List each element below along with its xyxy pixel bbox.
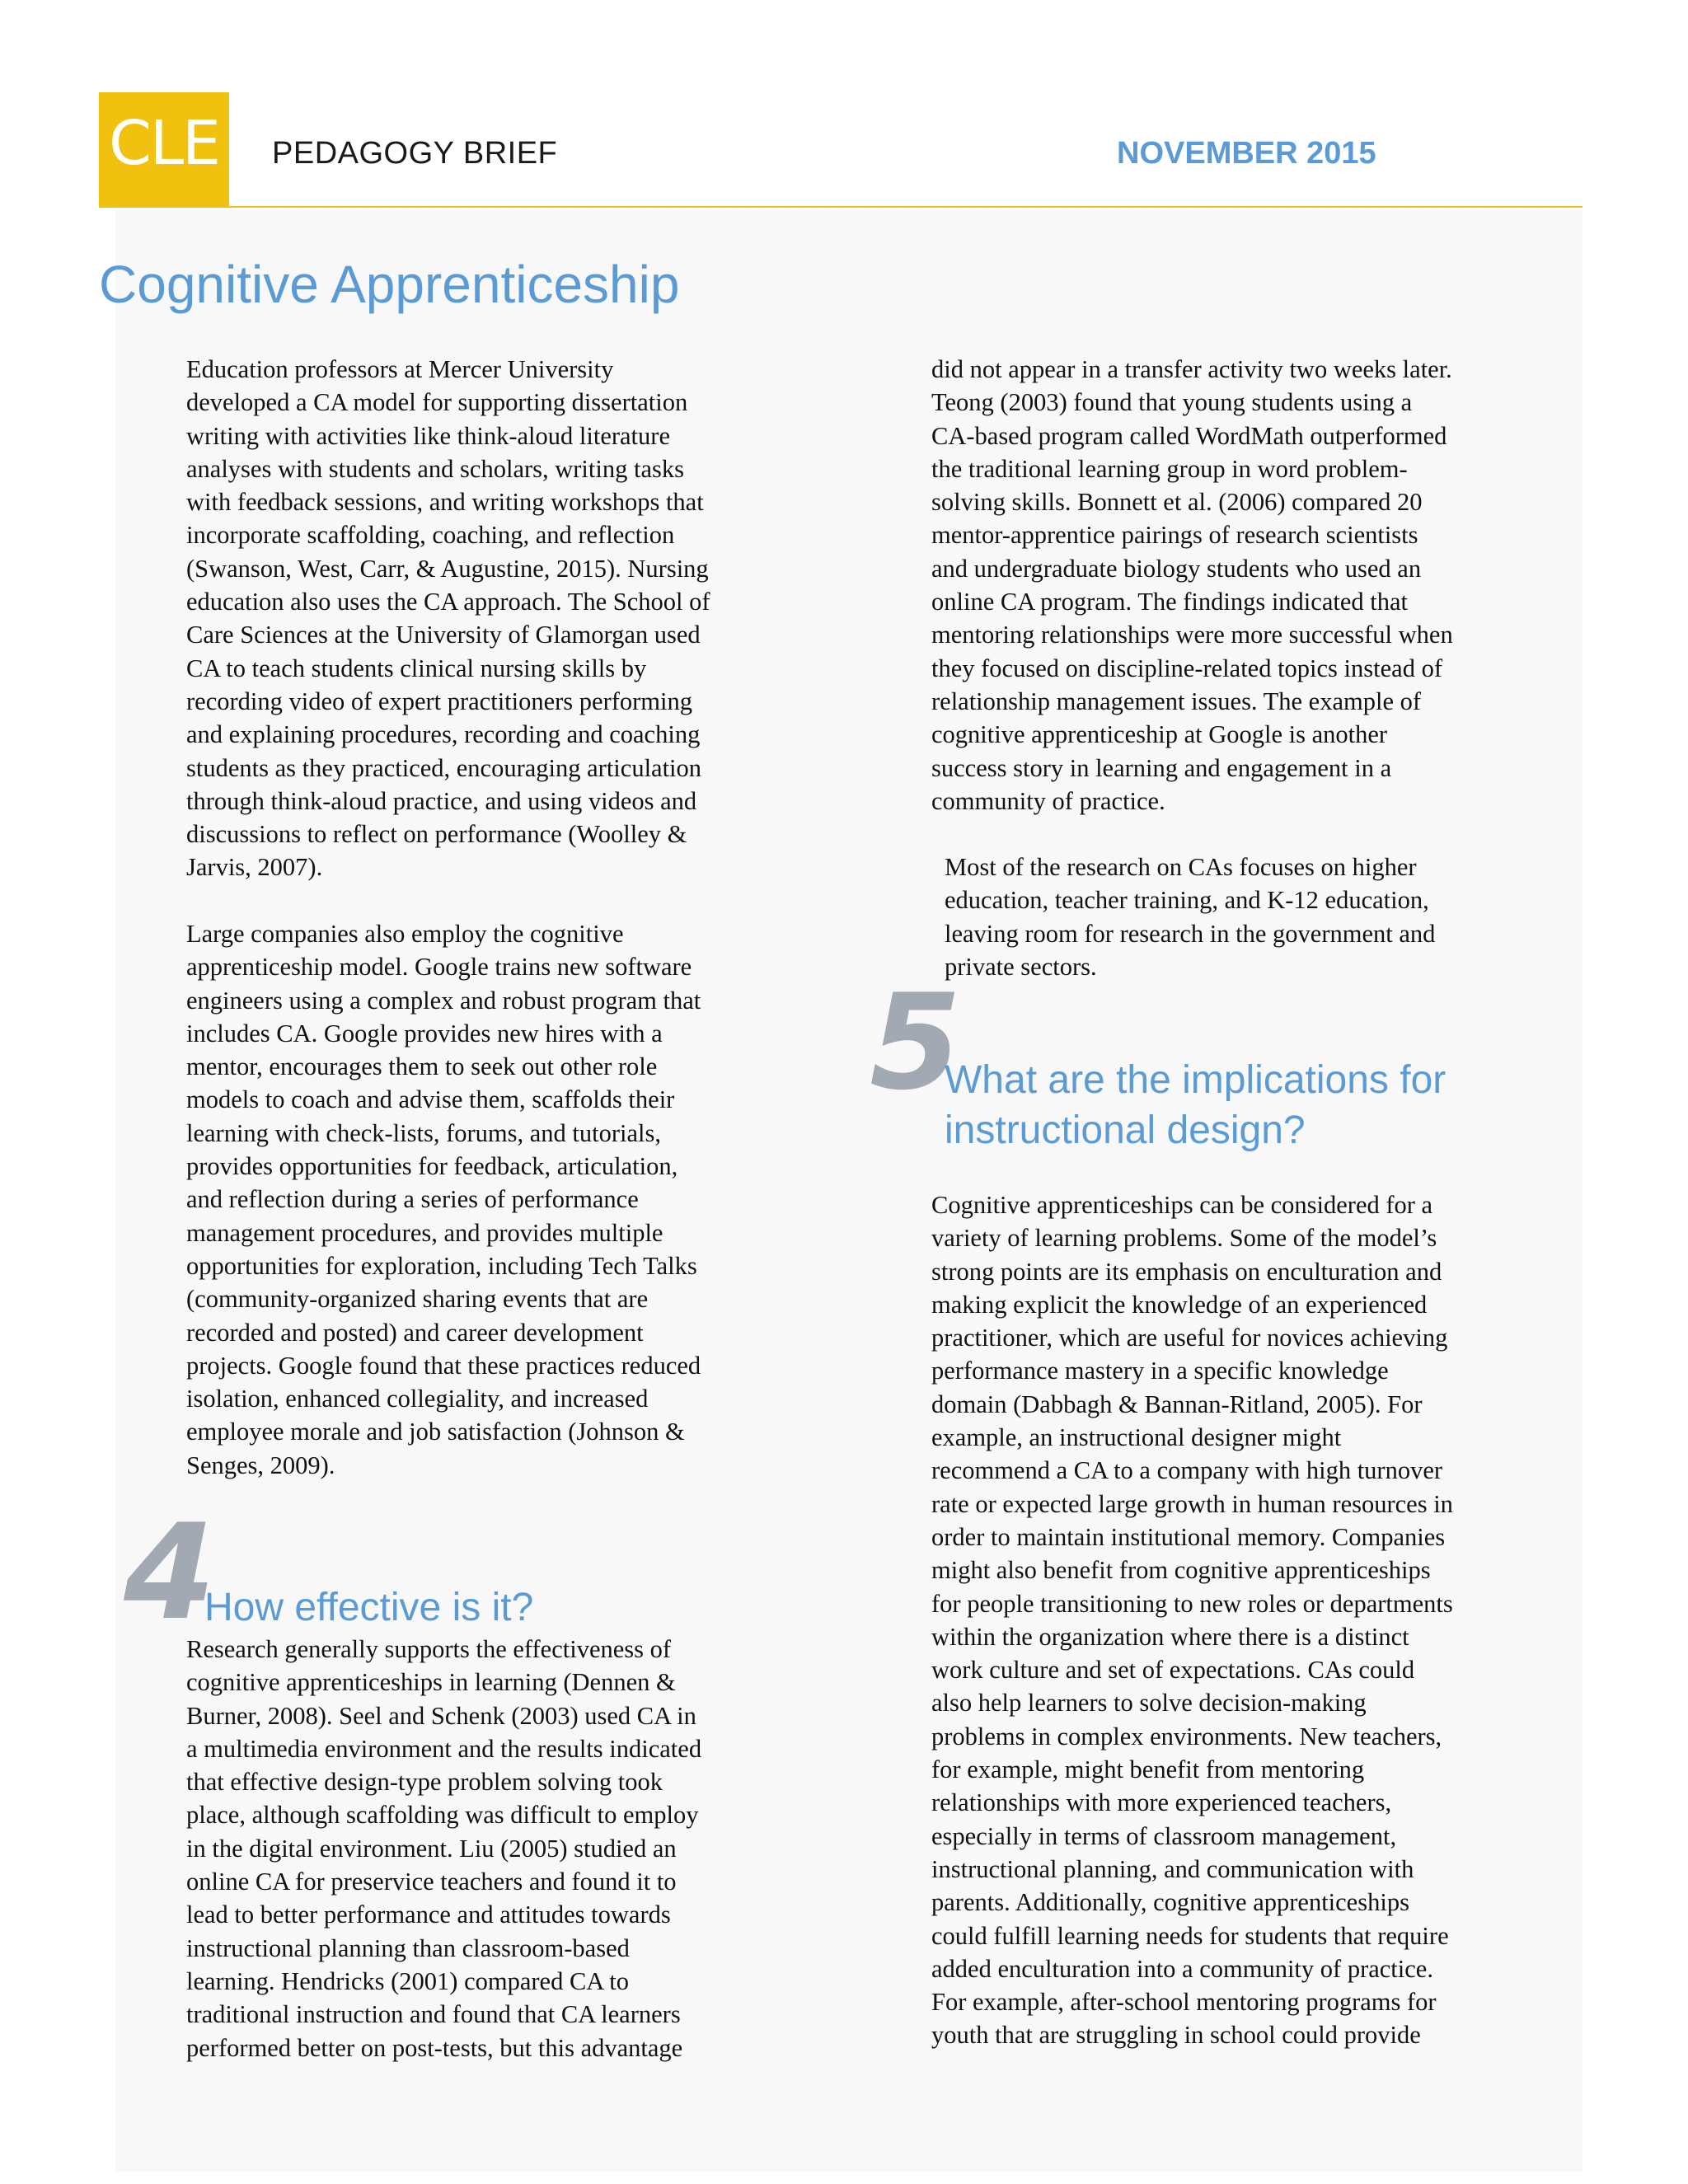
text-line: Teong (2003) found that young students using a — [931, 388, 1413, 417]
text-line: (Swanson, West, Carr, & Augustine, 2015). Nursing — [186, 554, 709, 583]
text-line: making explicit the knowledge of an experienced — [931, 1290, 1428, 1319]
text-line: strong points are its emphasis on enculturation and — [931, 1257, 1442, 1286]
text-line: parents. Additionally, cognitive apprenticeships — [931, 1888, 1409, 1917]
text-line: leaving room for research in the government and — [945, 919, 1436, 948]
text-line: relationship management issues. The example of — [931, 687, 1422, 715]
text-line: Burner, 2008). Seel and Schenk (2003) used CA in — [186, 1701, 696, 1730]
page-title: Cognitive Apprenticeship — [99, 255, 680, 314]
text-line: apprenticeship model. Google trains new software — [186, 953, 692, 982]
text-line: provides opportunities for feedback, articulation, — [186, 1152, 678, 1181]
text-line: variety of learning problems. Some of the model’s — [931, 1224, 1437, 1253]
cle-logo — [99, 92, 229, 208]
text-line: Large companies also employ the cognitive — [186, 920, 624, 948]
text-line: that effective design-type problem solving took — [186, 1768, 663, 1797]
text-line: discussions to reflect on performance (Woolley & — [186, 820, 687, 849]
section-5-heading — [945, 1055, 1446, 1155]
text-line: projects. Google found that these practices reduced — [186, 1351, 701, 1380]
text-line: Education professors at Mercer University — [186, 355, 614, 383]
issue-date: NOVEMBER 2015 — [1117, 136, 1376, 171]
text-line: domain (Dabbagh & Bannan-Ritland, 2005). For — [931, 1390, 1423, 1418]
text-line: Research generally supports the effectiveness of — [186, 1635, 672, 1663]
text-line: could fulfill learning needs for students that require — [931, 1921, 1449, 1950]
text-line: and explaining procedures, recording and coaching — [186, 720, 701, 749]
text-line: youth that are struggling in school could provide — [931, 2021, 1421, 2050]
logo-text: CLE — [109, 108, 219, 179]
text-line: performed better on post-tests, but this advantage — [186, 2033, 683, 2062]
text-line: Cognitive apprenticeships can be considered for a — [931, 1191, 1433, 1219]
text-line: recommend a CA to a company with high turnover — [931, 1456, 1443, 1485]
text-line: might also benefit from cognitive apprenticeships — [931, 1556, 1431, 1585]
text-line: added enculturation into a community of practice. — [931, 1954, 1433, 1983]
text-line: order to maintain institutional memory. Companies — [931, 1522, 1446, 1551]
text-line: performance mastery in a specific knowledge — [931, 1357, 1389, 1385]
text-line: place, although scaffolding was difficult to employ — [186, 1801, 699, 1830]
text-line: through think-aloud practice, and using videos and — [186, 786, 697, 815]
section-4-paragraph — [186, 1633, 701, 2064]
text-line: developed a CA model for supporting dissertation — [186, 388, 688, 417]
text-line: writing with activities like think-aloud literature — [186, 421, 670, 450]
text-line: example, an instructional designer might — [931, 1423, 1342, 1452]
text-line: education, teacher training, and K-12 education, — [945, 886, 1429, 915]
text-line: lead to better performance and attitudes towards — [186, 1900, 671, 1929]
left-paragraph-2 — [186, 917, 701, 1482]
text-line: solving skills. Bonnett et al. (2006) compared 20 — [931, 488, 1423, 517]
left-paragraph-1 — [186, 353, 710, 884]
brief-label: PEDAGOGY BRIEF — [272, 136, 558, 171]
text-line: employee morale and job satisfaction (Johnson & — [186, 1418, 685, 1446]
text-line: recorded and posted) and career development — [186, 1318, 644, 1347]
section-5-paragraph — [931, 1188, 1453, 2052]
text-line: mentor, encourages them to seek out other role — [186, 1052, 658, 1081]
text-line: instructional planning than classroom-based — [186, 1933, 630, 1962]
text-line: includes CA. Google provides new hires with a — [186, 1019, 663, 1047]
text-line: recording video of expert practitioners performing — [186, 687, 693, 715]
text-line: Senges, 2009). — [186, 1451, 335, 1479]
right-paragraph-1 — [931, 353, 1453, 818]
text-line: isolation, enhanced collegiality, and increased — [186, 1385, 649, 1413]
section-5-heading-line-1: What are the implications for — [945, 1058, 1447, 1102]
text-line: engineers using a complex and robust program that — [186, 986, 701, 1015]
text-line: CA-based program called WordMath outperformed — [931, 421, 1447, 450]
text-line: with feedback sessions, and writing workshops that — [186, 488, 704, 517]
text-line: also help learners to solve decision-making — [931, 1689, 1367, 1718]
text-line: rate or expected large growth in human resources in — [931, 1489, 1453, 1518]
text-line: traditional instruction and found that CA learners — [186, 2000, 681, 2029]
text-line: for people transitioning to new roles or departments — [931, 1589, 1453, 1618]
text-line: models to coach and advise them, scaffolds their — [186, 1085, 675, 1114]
text-line: mentor-apprentice pairings of research scientists — [931, 521, 1418, 550]
text-line: online CA program. The findings indicated that — [931, 588, 1408, 616]
text-line: instructional planning, and communication with — [931, 1854, 1414, 1883]
text-line: especially in terms of classroom management, — [931, 1821, 1397, 1850]
text-line: (community-organized sharing events that are — [186, 1285, 649, 1314]
text-line: analyses with students and scholars, writing tasks — [186, 454, 684, 483]
text-line: did not appear in a transfer activity two weeks later. — [931, 355, 1452, 383]
text-line: success story in learning and engagement in a — [931, 753, 1392, 782]
text-line: community of practice. — [931, 786, 1165, 815]
text-line: Most of the research on CAs focuses on higher — [945, 853, 1417, 881]
text-line: in the digital environment. Liu (2005) studied an — [186, 1834, 677, 1863]
text-line: Care Sciences at the University of Glamorgan used — [186, 621, 701, 649]
text-line: and undergraduate biology students who used an — [931, 554, 1422, 583]
section-4-heading: How effective is it? — [204, 1586, 534, 1629]
text-line: practitioner, which are useful for novices achieving — [931, 1324, 1448, 1352]
text-line: the traditional learning group in word problem- — [931, 454, 1408, 483]
text-line: cognitive apprenticeship at Google is another — [931, 720, 1388, 749]
text-line: private sectors. — [945, 952, 1097, 981]
section-4-number: 4 — [124, 1495, 216, 1649]
text-line: learning. Hendricks (2001) compared CA to — [186, 1966, 629, 1995]
text-line: relationships with more experienced teachers, — [931, 1788, 1392, 1817]
header-divider — [99, 206, 1582, 208]
section-5-number: 5 — [870, 965, 962, 1119]
text-line: CA to teach students clinical nursing skills by — [186, 654, 647, 682]
text-line: opportunities for exploration, including Tech Talks — [186, 1251, 697, 1280]
text-line: For example, after-school mentoring programs for — [931, 1988, 1437, 2017]
section-5-heading-line-2: instructional design? — [945, 1108, 1306, 1152]
text-line: work culture and set of expectations. CAs could — [931, 1656, 1415, 1685]
text-line: mentoring relationships were more successful when — [931, 621, 1453, 649]
text-line: for example, might benefit from mentoring — [931, 1755, 1365, 1784]
text-line: and reflection during a series of performance — [186, 1185, 639, 1214]
text-line: learning with check-lists, forums, and tutorials, — [186, 1118, 661, 1147]
text-line: problems in complex environments. New teachers, — [931, 1722, 1442, 1750]
text-line: incorporate scaffolding, coaching, and reflection — [186, 521, 675, 550]
text-line: Jarvis, 2007). — [186, 853, 323, 882]
text-line: online CA for preservice teachers and found it to — [186, 1868, 677, 1896]
text-line: they focused on discipline-related topics instead of — [931, 654, 1442, 682]
text-line: a multimedia environment and the results indicated — [186, 1734, 702, 1763]
right-paragraph-2 — [945, 851, 1435, 983]
text-line: within the organization where there is a distinct — [931, 1622, 1409, 1651]
text-line: cognitive apprenticeships in learning (Dennen & — [186, 1668, 676, 1697]
text-line: education also uses the CA approach. The School of — [186, 588, 710, 616]
text-line: students as they practiced, encouraging articulation — [186, 753, 702, 782]
text-line: management procedures, and provides multiple — [186, 1218, 663, 1247]
